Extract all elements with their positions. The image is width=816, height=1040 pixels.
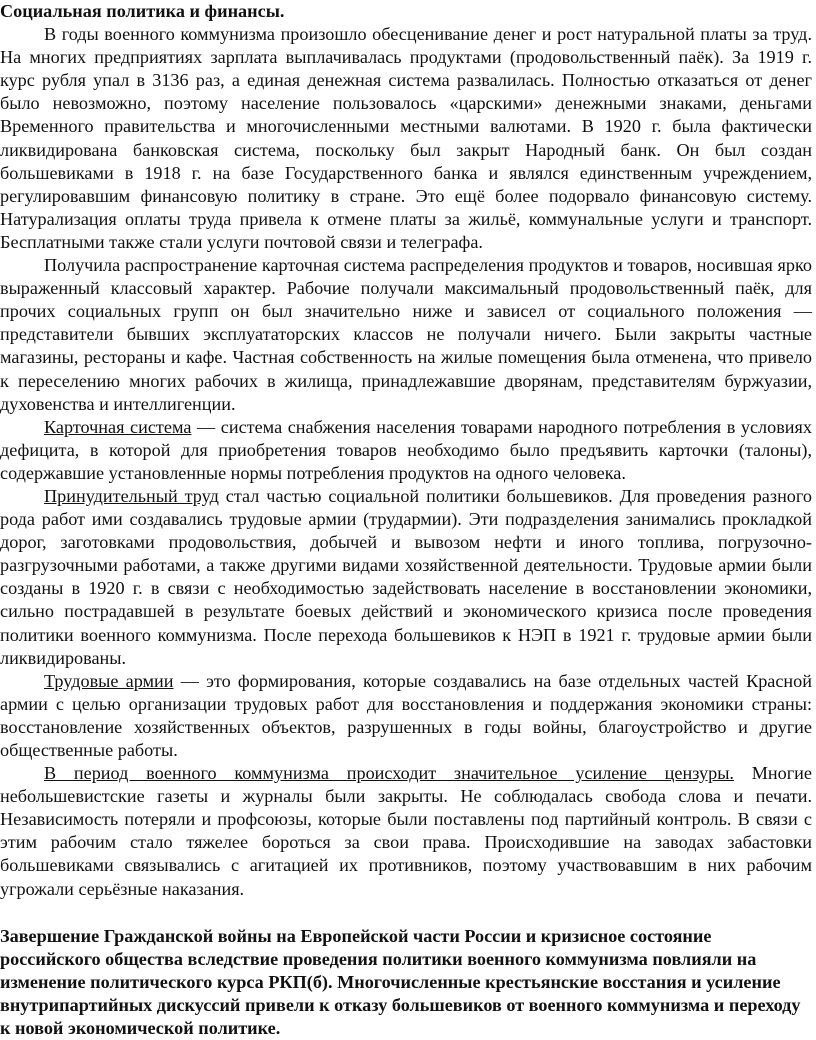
term-censorship: В период военного коммунизма происходит значительное усиление цензуры. [44,763,734,784]
term-card-system: Карточная система [44,416,192,437]
paragraph-labor-armies-definition [0,670,812,762]
paragraph-forced-labor [0,485,812,670]
closing-summary: Завершение Гражданской войны на Европейской части России и кризисное состояние российского общества вследствие проведения политики военного коммунизма повлияли на изменение политического курса РКП(б). Многочисленные крестьянские восстания и усиление внутрипартийных дискуссий привели к отказу большевиков от военного коммунизма и переходу к новой экономической политике. [0,925,801,1039]
paragraph-card-system-definition [0,416,812,485]
labor-armies-text: — это формирования, которые создавались на базе отдельных частей Красной армии с целью организации трудовых работ для восстановления и поддержания экономики страны: восстановление хозяйственных объектов, разрушенных в годы войны, благоустройство и другие общественные работы. [0,670,812,760]
paragraph-finance: В годы военного коммунизма произошло обесценивание денег и рост натуральной платы за труд. На многих предприятиях зарплата выплачивалась продуктами (продовольственный паёк). За 1919 г. курс рубля упал в 3136 раз, а единая денежная система развалилась. Полностью отказаться от денег было невозможно, поэтому население пользовалось «царскими» денежными знаками, деньгами Временного правительства и многочисленными местными валютами. В 1920 г. была фактически ликвидирована банковская система, поскольку был закрыт Народный банк. Он был создан большевиками в 1918 г. на базе Государственного банка и являлся единственным учреждением, регулировавшим финансовую политику в стране. Это ещё более подорвало финансовую систему. Натурализация оплаты труда привела к отмене платы за жильё, коммунальные услуги и транспорт. Бесплатными также стали услуги почтовой связи и телеграфа. [0,24,812,252]
paragraph-censorship [0,762,812,901]
term-labor-armies: Трудовые армии [44,670,174,691]
censorship-text: Многие небольшевистские газеты и журналы были закрыты. Не соблюдалась свобода слова и печати. Независимость потеряли и профсоюзы, которые были поставлены под партийный контроль. В связи с этим рабочим стало тяжелее бороться за свои права. Происходившие на заводах забастовки большевиками связывались с агитацией их противников, поэтому участвовавшим в них рабочим угрожали серьёзные наказания. [0,763,812,899]
term-forced-labor: Принудительный труд [44,485,219,506]
forced-labor-text: стал частью социальной политики большевиков. Для проведения разного рода работ ими создавались трудовые армии (трудармии). Эти подразделения занимались прокладкой дорог, заготовками продовольствия, добычей и вывозом нефти и иного топлива, погрузочно-разгрузочными работами, а также другими видами хозяйственной деятельности. Трудовые армии были созданы в 1920 г. в связи с необходимостью задействовать население в восстановлении экономики, сильно пострадавшей в результате боевых действий и экономического кризиса после проведения политики военного коммунизма. После перехода большевиков к НЭП в 1921 г. трудовые армии были ликвидированы. [0,485,812,668]
paragraph-card-distribution: Получила распространение карточная система распределения продуктов и товаров, носившая ярко выраженный классовый характер. Рабочие получали максимальный продовольственный паёк, для прочих социальных групп он был значительно ниже и зависел от социального положения — представители бывших эксплуататорских классов не получали ничего. Были закрыты частные магазины, рестораны и кафе. Частная собственность на жилые помещения была отменена, что привело к переселению многих рабочих в жилища, принадлежавшие дворянам, представителям буржуазии, духовенства и интеллигенции. [0,255,812,414]
definition-text: — система снабжения населения товарами народного потребления в условиях дефицита, в которой для приобретения товаров необходимо было предъявить карточки (талоны), содержавшие установленные нормы потребления продуктов на одного человека. [0,416,813,483]
section-title: Социальная политика и финансы. [0,1,285,21]
